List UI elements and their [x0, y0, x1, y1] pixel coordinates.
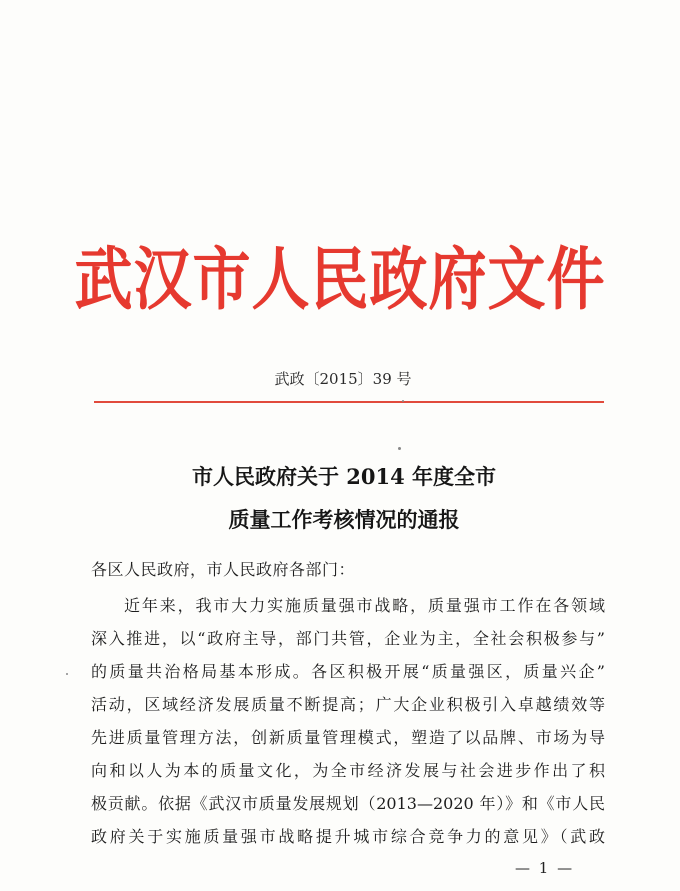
- body-line: 深入推进，以“政府主导，部门共管，企业为主，全社会积极参与”: [91, 629, 605, 648]
- scan-speck: [402, 400, 404, 402]
- body-line: 向和以人为本的质量文化，为全市经济发展与社会进步作出了积: [91, 761, 605, 780]
- notice-title-line-1: 市人民政府关于 2014 年度全市: [191, 464, 497, 489]
- notice-title-line-2: 质量工作考核情况的通报: [228, 507, 460, 532]
- body-line: 活动，区域经济发展质量不断提高；广大企业积极引入卓越绩效等: [91, 695, 605, 714]
- body-line: 先进质量管理方法，创新质量管理模式，塑造了以品牌、市场为导: [91, 728, 605, 747]
- masthead-title: 武汉市人民政府文件: [74, 239, 606, 320]
- body-line: 的质量共治格局基本形成。各区积极开展“质量强区，质量兴企”: [91, 662, 605, 681]
- body-line: 政府关于实施质量强市战略提升城市综合竞争力的意见》（武政: [91, 827, 605, 846]
- document-number: 武政〔2015〕39 号: [274, 370, 412, 388]
- salutation: 各区人民政府，市人民政府各部门：: [91, 560, 356, 579]
- page-number: — 1 —: [515, 859, 575, 877]
- scan-speck: [398, 447, 401, 450]
- red-divider-line: [94, 401, 604, 403]
- body-line: 近年来，我市大力实施质量强市战略，质量强市工作在各领域: [124, 596, 605, 615]
- body-line: 极贡献。依据《武汉市质量发展规划（2013—2020 年）》和《市人民: [91, 794, 605, 813]
- scan-speck: [66, 673, 68, 675]
